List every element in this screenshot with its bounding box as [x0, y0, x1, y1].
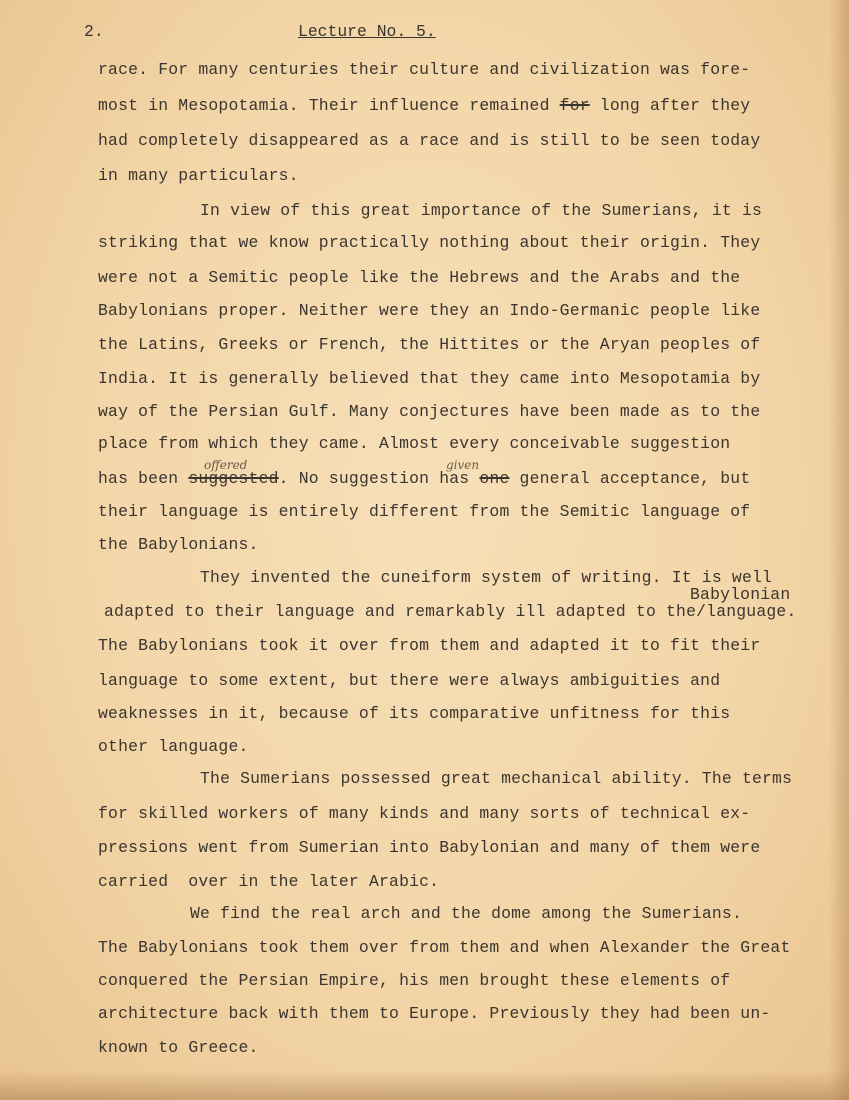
text-segment: most in Mesopotamia. Their influence remained [98, 96, 560, 115]
handwritten-correction: offered [204, 458, 248, 472]
text-line: place from which they came. Almost every conceivable suggestion [98, 434, 731, 453]
text-line: way of the Persian Gulf. Many conjectures have been made as to the [98, 402, 761, 421]
text-segment: has been [98, 469, 189, 488]
text-line: race. For many centuries their culture and civilization was fore- [98, 60, 751, 79]
text-line: Babylonians proper. Neither were they an Indo-Germanic people like [98, 301, 761, 320]
text-line: We find the real arch and the dome among the Sumerians. [190, 904, 742, 923]
text-line [98, 469, 750, 488]
text-line: The Sumerians possessed great mechanical ability. The terms [200, 769, 793, 788]
text-line: conquered the Persian Empire, his men brought these elements of [98, 971, 731, 990]
text-line: carried over in the later Arabic. [98, 872, 440, 891]
text-line: weaknesses in it, because of its comparative unfitness for this [98, 704, 731, 723]
text-line: in many particulars. [98, 166, 299, 185]
paper-edge-shadow [0, 1070, 849, 1100]
struck-word: one [479, 469, 510, 488]
text-line: other language. [98, 737, 249, 756]
text-line: The Babylonians took it over from them and adapted it to fit their [98, 636, 761, 655]
page-number: 2. [84, 22, 104, 41]
text-line: architecture back with them to Europe. Previously they had been un- [98, 1004, 771, 1023]
text-line [98, 96, 750, 115]
text-line: known to Greece. [98, 1038, 259, 1057]
text-segment: general acceptance, but [509, 469, 751, 488]
text-line: for skilled workers of many kinds and many sorts of technical ex- [98, 804, 751, 823]
text-line: India. It is generally believed that they came into Mesopotamia by [98, 369, 761, 388]
text-line: the Babylonians. [98, 535, 259, 554]
typed-insertion: Babylonian [690, 585, 791, 604]
handwritten-correction: given [446, 458, 480, 472]
text-line: their language is entirely different from the Semitic language of [98, 502, 751, 521]
struck-word: suggested [188, 469, 279, 488]
text-line: language to some extent, but there were always ambiguities and [98, 671, 721, 690]
text-line: had completely disappeared as a race and is still to be seen today [98, 131, 761, 150]
page-title: Lecture No. 5. [298, 22, 436, 41]
text-line: In view of this great importance of the Sumerians, it is [200, 201, 763, 220]
text-line: pressions went from Sumerian into Babylonian and many of them were [98, 838, 761, 857]
text-line: The Babylonians took them over from them and when Alexander the Great [98, 938, 791, 957]
text-line: were not a Semitic people like the Hebrews and the Arabs and the [98, 268, 741, 287]
text-segment: . No suggestion has [278, 469, 480, 488]
text-line: the Latins, Greeks or French, the Hittites or the Aryan peoples of [98, 335, 761, 354]
text-line: striking that we know practically nothing about their origin. They [98, 233, 761, 252]
paper-edge-shadow-right [829, 0, 849, 1100]
text-line: adapted to their language and remarkably ill adapted to the/language. [104, 602, 797, 621]
text-line: They invented the cuneiform system of writing. It is well [200, 568, 773, 587]
text-segment: long after they [589, 96, 751, 115]
struck-word: for [559, 96, 590, 115]
